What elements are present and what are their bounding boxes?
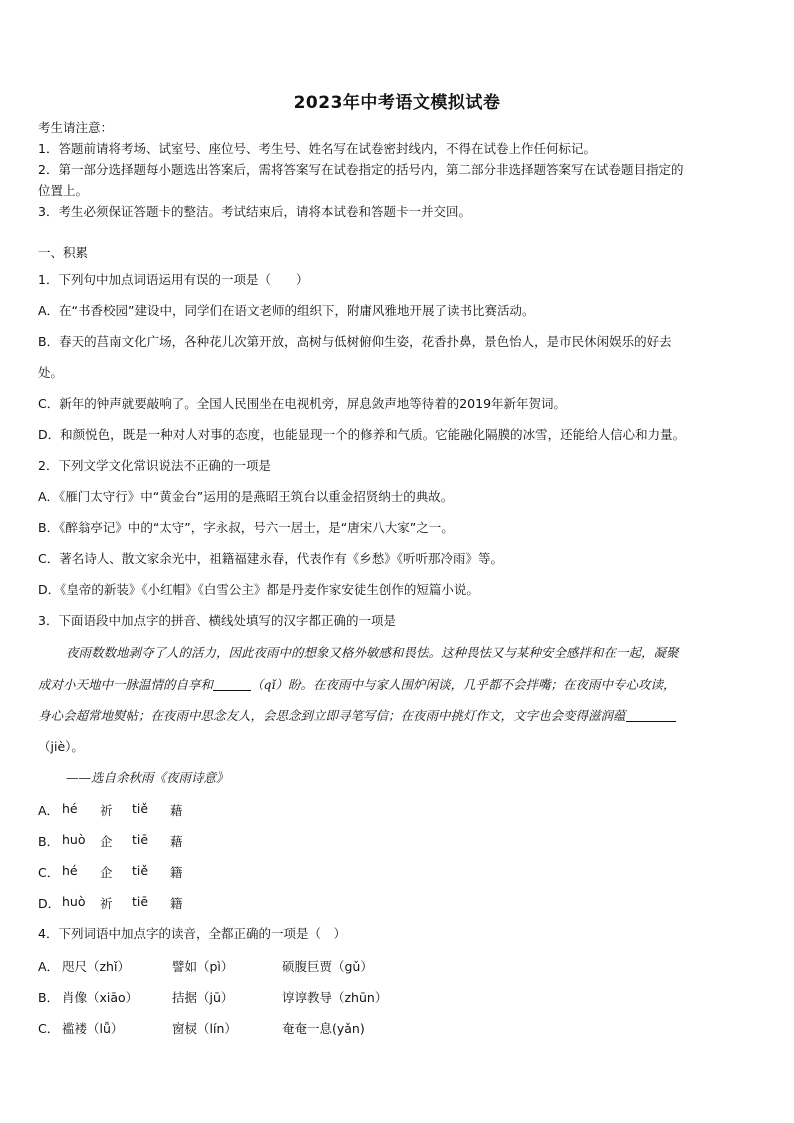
question-1-option-d: D．和颜悦色，既是一种对人对事的态度，也能显现一个的修养和气质。它能融化隔膜的冰雪，还能给人信心和力量。 (38, 427, 686, 442)
section-heading: 一、积累 (38, 245, 89, 260)
fill-blank (213, 678, 251, 691)
question-1-stem: 1．下列句中加点词语运用有误的一项是（ ） (38, 272, 309, 287)
notice-item: 1．答题前请将考场、试室号、座位号、考生号、姓名写在试卷密封线内，不得在试卷上作任何标记。 (38, 141, 596, 156)
option-pinyin: hé (62, 801, 78, 816)
option-label: C． (38, 865, 60, 880)
question-3-option (38, 863, 738, 879)
passage-text: 成对小天地中一脉温情的自享和 (38, 677, 214, 692)
option-word: 窗棂（lín） (172, 1021, 237, 1036)
option-word: 褴褛（lǚ） (62, 1021, 124, 1036)
question-4-option (38, 988, 738, 1004)
option-label: A． (38, 803, 60, 818)
passage-line: （jiè）。 (38, 739, 84, 754)
option-word: 企 (100, 865, 113, 880)
question-2-option-c: C．著名诗人、散文家余光中，祖籍福建永春，代表作有《乡愁》《听听那冷雨》等。 (38, 551, 503, 566)
option-word: 祈 (100, 896, 113, 911)
option-label: B． (38, 834, 60, 849)
question-4-option (38, 1019, 738, 1035)
option-word: 拮据（jū） (172, 990, 234, 1005)
option-word: 奄奄一息(yǎn) (282, 1021, 365, 1036)
option-word: 企 (100, 834, 113, 849)
option-pinyin: huò (62, 832, 86, 847)
question-2-stem: 2．下列文学文化常识说法不正确的一项是 (38, 458, 271, 473)
question-3-option (38, 832, 738, 848)
option-label: D． (38, 896, 61, 911)
question-4-stem: 4．下列词语中加点字的读音，全都正确的一项是（ ） (38, 926, 346, 941)
question-3-option (38, 801, 738, 817)
question-1-option-b: B．春天的莒南文化广场，各种花儿次第开放，高树与低树俯仰生姿，花香扑鼻，景色怡人，是市民休闲娱乐的好去 (38, 334, 672, 349)
option-word: 藉 (170, 803, 183, 818)
passage-text: （qǐ）盼。在夜雨中与家人围炉闲谈，几乎都不会拌嘴；在夜雨中专心攻读， (251, 677, 676, 692)
notice-item: 3．考生必须保证答题卡的整洁。考试结束后，请将本试卷和答题卡一并交回。 (38, 204, 471, 219)
option-pinyin: tiě (132, 863, 149, 878)
question-1-option-c: C．新年的钟声就要敲响了。全国人民围坐在电视机旁，屏息敛声地等待着的2019年新年贺词。 (38, 396, 567, 411)
option-pinyin: tiē (132, 832, 149, 847)
question-1-option-a: A．在“书香校园”建设中，同学们在语文老师的组织下，附庸风雅地开展了读书比赛活动。 (38, 303, 535, 318)
option-pinyin: hé (62, 863, 78, 878)
notice-item: 2．第一部分选择题每小题选出答案后，需将答案写在试卷指定的括号内，第二部分非选择题答案写在试卷题目指定的 (38, 162, 684, 177)
option-word: 硕腹巨贾（gǔ） (282, 959, 373, 974)
option-pinyin: tiě (132, 801, 149, 816)
notice-item: 位置上。 (38, 183, 89, 198)
option-label: C． (38, 1021, 60, 1036)
option-word: 籍 (170, 896, 183, 911)
notice-heading: 考生请注意： (38, 120, 114, 135)
option-word: 谆谆教导（zhūn） (282, 990, 388, 1005)
option-pinyin: huò (62, 894, 86, 909)
question-3-option (38, 894, 738, 910)
passage-source: ——选自余秋雨《夜雨诗意》 (66, 770, 229, 785)
question-3-stem: 3．下面语段中加点字的拼音、横线处填写的汉字都正确的一项是 (38, 613, 396, 628)
passage-line (38, 708, 676, 724)
option-word: 肖像（xiāo） (62, 990, 139, 1005)
option-word: 籍 (170, 865, 183, 880)
option-pinyin: tiē (132, 894, 149, 909)
question-2-option-b: B．《醉翁亭记》中的“太守”，字永叔，号六一居士，是“唐宋八大家”之一。 (38, 520, 454, 535)
question-2-option-d: D．《皇帝的新装》《小红帽》《白雪公主》都是丹麦作家安徒生创作的短篇小说。 (38, 582, 479, 597)
option-label: A． (38, 959, 60, 974)
question-1-option-b-cont: 处。 (38, 365, 64, 380)
option-word: 咫尺（zhǐ） (62, 959, 130, 974)
option-word: 譬如（pì） (172, 959, 234, 974)
fill-blank (626, 709, 676, 722)
question-4-option (38, 957, 738, 973)
option-word: 祈 (100, 803, 113, 818)
question-2-option-a: A．《雁门太守行》中“黄金台”运用的是燕昭王筑台以重金招贤纳士的典故。 (38, 489, 454, 504)
option-word: 藉 (170, 834, 183, 849)
passage-line (38, 677, 676, 693)
passage-text: 身心会超常地熨帖；在夜雨中思念友人，会思念到立即寻笔写信；在夜雨中挑灯作文，文字也会变得滋润蕴 (38, 708, 626, 723)
page-title: 2023年中考语文模拟试卷 (293, 93, 501, 113)
option-label: B． (38, 990, 60, 1005)
passage-line: 夜雨数数地剥夺了人的活力，因此夜雨中的想象又格外敏感和畏怯。这种畏怯又与某种安全感拌和在一起，凝聚 (66, 645, 679, 660)
